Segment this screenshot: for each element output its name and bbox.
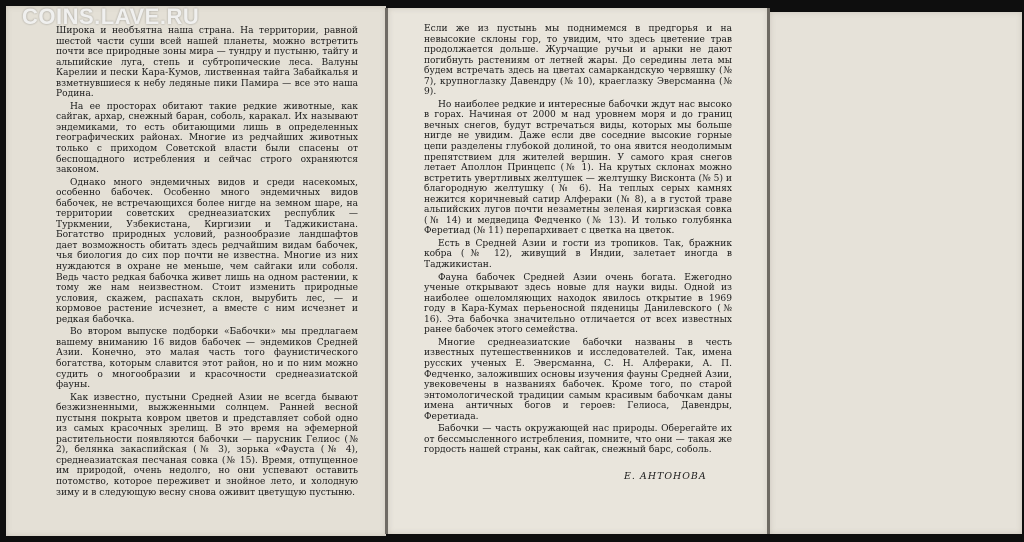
paragraph: Однако много эндемичных видов и среди насекомых, особенно бабочек. Особенно много эндемичных видов бабочек, не встречающихся более нигде на земном шаре, на территории советских среднеазиатских республик — Туркмении, Узбекистана, Киргизии и Таджикистана. Богатство природных условий, разнообразие ландшафтов дает возможность обитать здесь редчайшим видам бабочек, чья биология до сих пор почти не известна. Многие из них нуждаются в охране не меньше, чем сайгаки или соболя. Ведь часто редкая бабочка живет лишь на одном растении, к тому же нам неизвестном. Стоит изменить природные условия, скажем, распахать склон, вырубить лес, — и кормовое растение исчезнет, а вместе с ним исчезнет и редкая бабочка. (56, 177, 358, 325)
middle-page-text (424, 24, 732, 458)
paragraph: Как известно, пустыни Средней Азии не всегда бывают безжизненными, выжженными солнцем. Ранней весной пустыня покрыта ковром цветов и представляет собой одно из самых красочных зрелищ. В это время на эфемерной растительности появляются бабочки — парусник Гелиос (№ 2), белянка закаспийская (№ 3), зорька «Фауста (№ 4), среднеазиатская песчаная совка (№ 15). Время, отпущенное им природой, очень недолго, но они успевают оставить потомство, которое переживет и знойное лето, и холодную зиму и в следующую весну снова оживит цветущую пустыню. (56, 392, 358, 498)
paragraph: Фауна бабочек Средней Азии очень богата. Ежегодно ученые открывают здесь новые для науки виды. Одной из наиболее ошеломляющих находок явилось открытие в 1969 году в Кара-Кумах перьеносной пяденицы Данилевского (№ 16). Эта бабочка значительно отличается от всех известных ранее бабочек этого семейства. (424, 272, 732, 336)
paragraph: Многие среднеазиатские бабочки названы в честь известных путешественников и исследователей. Так, имена русских ученых Е. Эверсманна, С. Н. Алфераки, А. П. Федченко, заложивших основы изучения фауны Средней Азии, увековечены в названиях бабочек. Кроме того, по старой энтомологической традиции самым красивым бабочкам даны имена античных богов и героев: Гелиоса, Давендры, Феретиада. (424, 337, 732, 422)
paragraph: Широка и необъятна наша страна. На территории, равной шестой части суши всей нашей планеты, можно встретить почти все природные зоны мира — тундру и пустыню, тайгу и альпийские луга, степь и субтропические леса. Валуны Карелии и пески Кара-Кумов, лиственная тайга Забайкалья и взметнувшиеся к небу ледяные пики Памира — все это наша Родина. (56, 26, 358, 100)
paragraph: Если же из пустынь мы поднимемся в предгорья и на невысокие склоны гор, то увидим, что здесь цветение трав продолжается дольше. Журчащие ручьи и арыки не дают погибнуть растениям от летней жары. До середины лета мы будем встречать здесь на цветах самаркандскую червяшку (№ 7), крупноглазку Давендру (№ 10), краеглазку Эверсманна (№ 9). (424, 24, 732, 98)
author-signature: Е. АНТОНОВА (624, 471, 707, 482)
fold-crease-left (385, 8, 388, 534)
paragraph: Но наиболее редкие и интересные бабочки ждут нас высоко в горах. Начиная от 2000 м над уровнем моря и до границ вечных снегов, будут встречаться виды, которых мы больше нигде не увидим. Даже если две соседние высокие горные цепи разделены глубокой долиной, то она явится неодолимым препятствием для жителей вершин. У самого края снегов летает Аполлон Принцепс (№ 1). На крутых склонах можно встретить увертливых желтушек — желтушку Висконта (№ 5) и благородную желтушку (№ 6). На теплых серых камнях нежится коричневый сатир Алфераки (№ 8), а в густой траве альпийских лугов почти незаметны зеленая киргизская совка (№ 14) и медведица Федченко (№ 13). И только голубянка Феретиад (№ 11) перепархивает с цветка на цветок. (424, 99, 732, 237)
paragraph: Во втором выпуске подборки «Бабочки» мы предлагаем вашему вниманию 16 видов бабочек — эндемиков Средней Азии. Конечно, это малая часть того фаунистического богатства, которым славится этот район, но и по ним можно судить о многообразии и красочности среднеазиатской фауны. (56, 327, 358, 391)
site-watermark: COINS.LAVE.RU (22, 4, 200, 29)
fold-crease-right (767, 8, 770, 534)
paragraph: На ее просторах обитают такие редкие животные, как сайгак, архар, снежный баран, соболь, каракал. Их называют эндемиками, то есть обитающими лишь в определенных географических районах. Многие из редчайших животных только с приходом Советской власти были спасены от беспощадного истребления и сейчас строго охраняются законом. (56, 101, 358, 176)
paragraph: Бабочки — часть окружающей нас природы. Оберегайте их от бессмысленного истребления, помните, что они — такая же гордость нашей страны, как сайгак, снежный барс, соболь. (424, 424, 732, 456)
left-page-text (56, 26, 358, 500)
paragraph: Есть в Средней Азии и гости из тропиков. Так, бражник кобра (№ 12), живущий в Индии, залетает иногда в Таджикистан. (424, 238, 732, 271)
right-blank-page (770, 12, 1022, 534)
